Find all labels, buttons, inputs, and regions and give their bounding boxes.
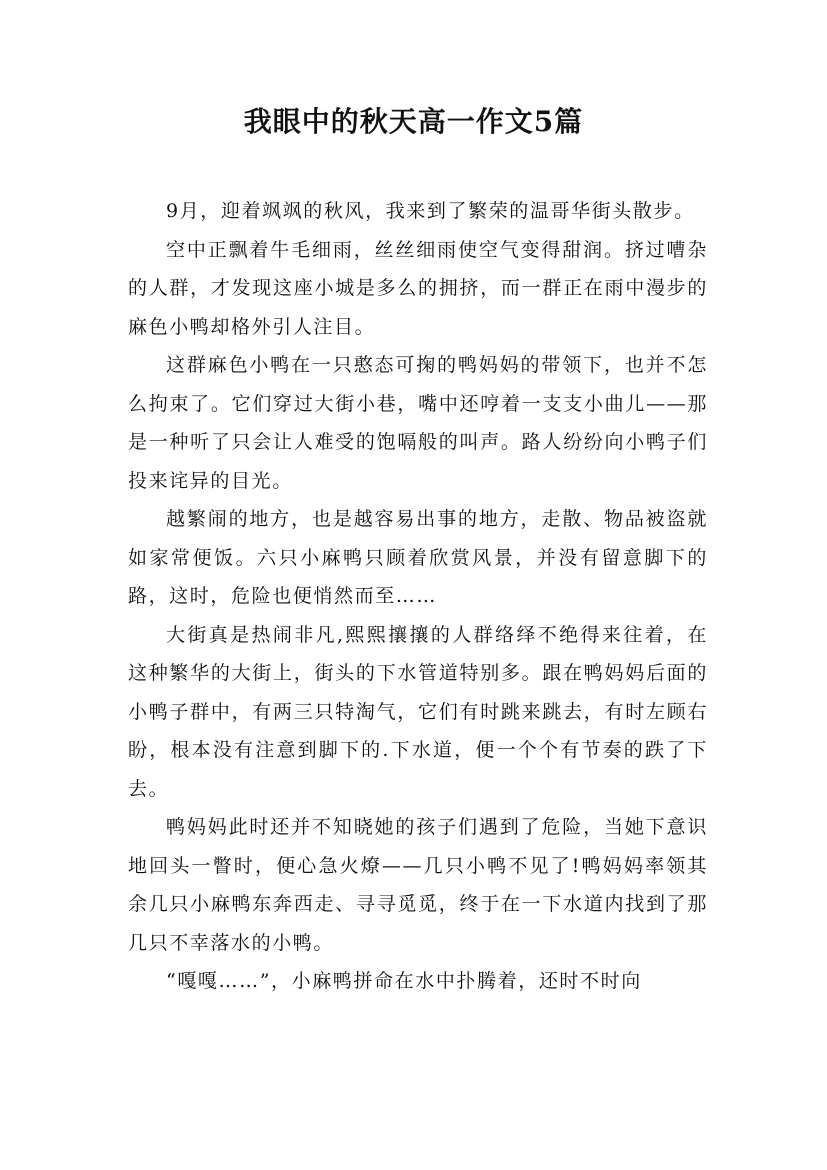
paragraph-3: 这群麻色小鸭在一只憨态可掬的鸭妈妈的带领下，也并不怎么拘束了。它们穿过大街小巷，嘴中还哼着一支支小曲儿——那是一种听了只会让人难受的饱嗝般的叫声。路人纷纷向小鸭子们投来诧异的目光。 [128,354,708,492]
paragraph-2: 空中正飘着牛毛细雨，丝丝细雨使空气变得甜润。挤过嘈杂的人群，才发现这座小城是多么的拥挤，而一群正在雨中漫步的麻色小鸭却格外引人注目。 [128,238,708,338]
paragraph-1: 9月，迎着飒飒的秋风，我来到了繁荣的温哥华街头散步。 [166,200,695,222]
paragraph-6: 鸭妈妈此时还并不知晓她的孩子们遇到了危险，当她下意识地回头一瞥时，便心急火燎——几只小鸭不见了!鸭妈妈率领其余几只小麻鸭东奔西走、寻寻觅觅，终于在一下水道内找到了那几只不幸落水的小鸭。 [128,816,708,954]
document-body [128,192,708,1001]
document-title: 我眼中的秋天高一作文5篇 [243,105,584,138]
paragraph-4: 越繁闹的地方，也是越容易出事的地方，走散、物品被盗就如家常便饭。六只小麻鸭只顾着欣赏风景，并没有留意脚下的路，这时，危险也便悄然而至…… [128,508,708,607]
paragraph-7: “嘎嘎……”，小麻鸭拼命在水中扑腾着，还时不时向 [166,970,642,992]
paragraph-5: 大街真是热闹非凡,熙熙攘攘的人群络绎不绝得来往着，在这种繁华的大街上，街头的下水管道特别多。跟在鸭妈妈后面的小鸭子群中，有两三只特淘气，它们有时跳来跳去，有时左顾右盼，根本没有注意到脚下的.下水道，便一个个有节奏的跌了下去。 [128,623,708,800]
